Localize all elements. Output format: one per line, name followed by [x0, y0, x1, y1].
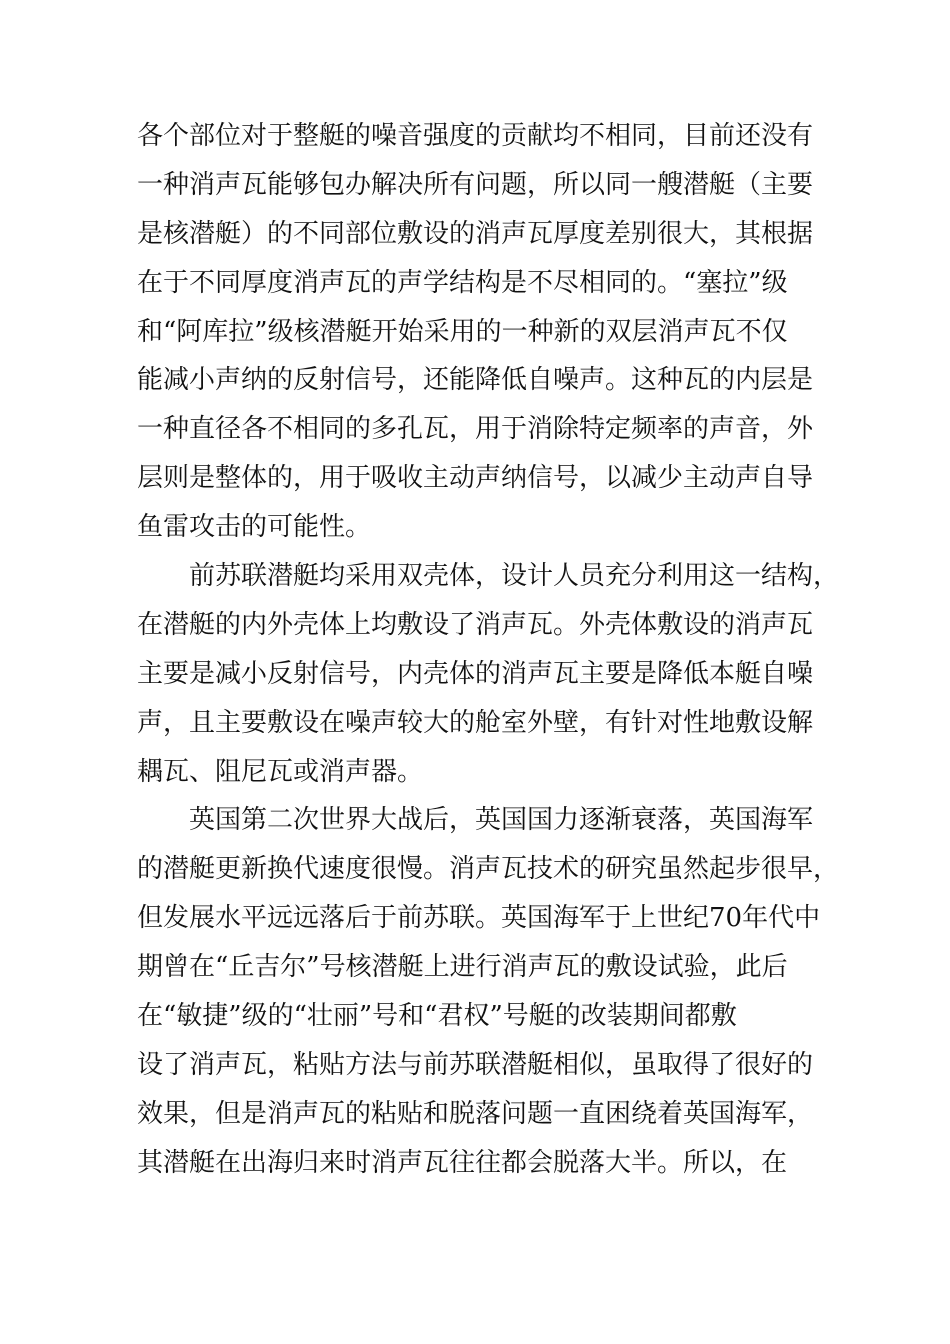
text-line: 主要是减小反射信号，内壳体的消声瓦主要是降低本艇自噪 [137, 658, 814, 689]
text-line: 在于不同厚度消声瓦的声学结构是不尽相同的。“塞拉”级 [137, 267, 788, 298]
text-line: 其潜艇在出海归来时消声瓦往往都会脱落大半。所以，在 [137, 1147, 788, 1178]
text-line: 是核潜艇）的不同部位敷设的消声瓦厚度差别很大，其根据 [137, 218, 814, 249]
text-line: 一种直径各不相同的多孔瓦，用于消除特定频率的声音，外 [137, 414, 814, 445]
text-line: 各个部位对于整艇的噪音强度的贡献均不相同，目前还没有 [137, 121, 814, 151]
text-line: 能减小声纳的反射信号，还能降低自噪声。这种瓦的内层是 [137, 365, 814, 396]
text-line: 耦瓦、阻尼瓦或消声器。 [137, 756, 424, 787]
body-text [137, 112, 840, 1188]
text-line: 效果，但是消声瓦的粘贴和脱落问题一直困绕着英国海军， [137, 1098, 814, 1129]
text-line: 期曾在“丘吉尔”号核潜艇上进行消声瓦的敷设试验，此后 [137, 952, 788, 983]
paragraph-first-line: 英国第二次世界大战后，英国国力逐渐衰落，英国海军 [189, 805, 814, 836]
text-line: 但发展水平远远落后于前苏联。英国海军于上世纪70年代中 [137, 903, 821, 934]
text-line: 在潜艇的内外壳体上均敷设了消声瓦。外壳体敷设的消声瓦 [137, 609, 814, 640]
text-line: 层则是整体的，用于吸收主动声纳信号，以减少主动声自导 [137, 463, 814, 494]
text-line: 在“敏捷”级的“壮丽”号和“君权”号艇的改装期间都敷 [137, 1001, 737, 1032]
text-line: 鱼雷攻击的可能性。 [137, 512, 372, 543]
text-line: 和“阿库拉”级核潜艇开始采用的一种新的双层消声瓦不仅 [137, 316, 788, 347]
text-line: 一种消声瓦能够包办解决所有问题，所以同一艘潜艇（主要 [137, 169, 814, 200]
text-line: 的潜艇更新换代速度很慢。消声瓦技术的研究虽然起步很早， [137, 854, 840, 885]
paragraph-first-line: 前苏联潜艇均采用双壳体，设计人员充分利用这一结构， [189, 561, 840, 592]
text-line: 设了消声瓦，粘贴方法与前苏联潜艇相似，虽取得了很好的 [137, 1049, 814, 1080]
text-line: 声，且主要敷设在噪声较大的舱室外壁，有针对性地敷设解 [137, 707, 814, 738]
